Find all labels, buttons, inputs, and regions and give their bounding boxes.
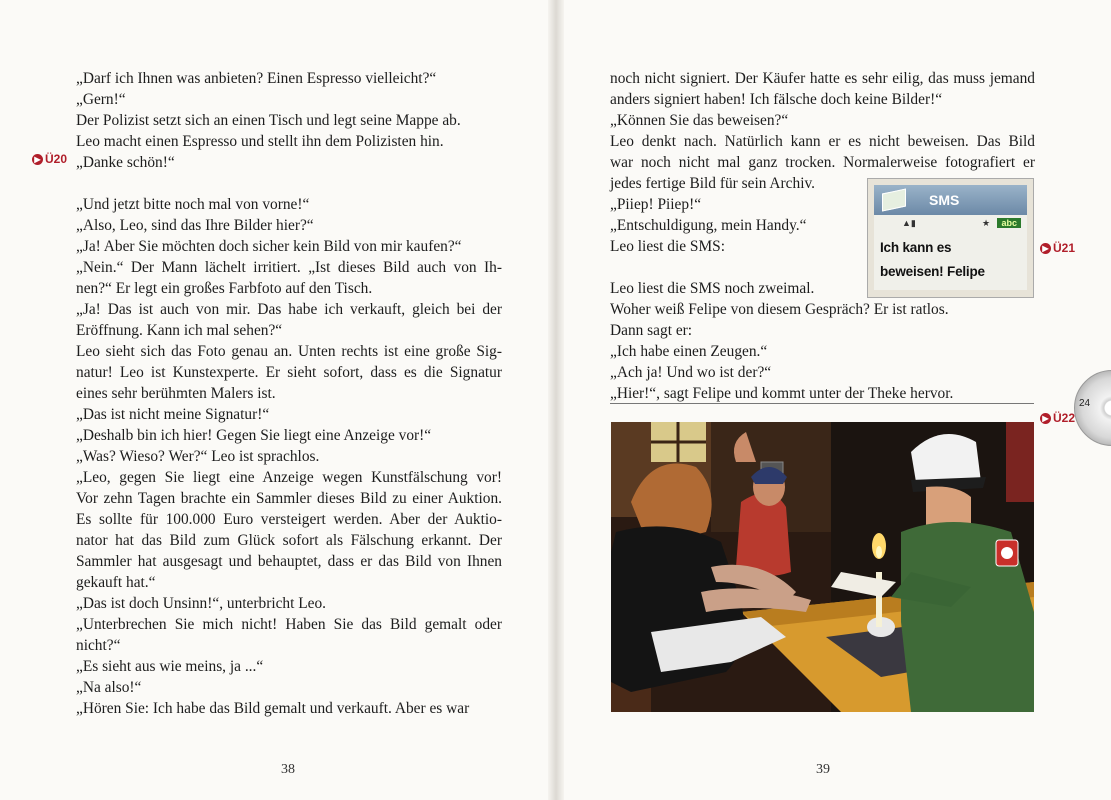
text-line: „Na also!“ (76, 679, 142, 696)
text-line: „Ich habe einen Zeugen.“ (610, 343, 768, 360)
text-line: „Und jetzt bitte noch mal von vorne!“ (76, 196, 310, 213)
sms-status-bar (874, 217, 1027, 231)
exercise-label: Ü22 (1053, 411, 1076, 425)
text-line: natur! Leo ist Kunstexperte. Er sieht sofort, dass es die Signatur (76, 364, 502, 381)
sms-message-line: beweisen! Felipe (880, 264, 985, 279)
text-line: nator hat das Bild zum Glück sofort als Fälschung erkannt. Der (76, 532, 502, 549)
text-line: „Nein.“ Der Mann lächelt irritiert. „Ist dieses Bild auch von Ih- (76, 259, 502, 276)
text-line: „Danke schön!“ (76, 154, 175, 171)
exercise-label: Ü21 (1053, 241, 1076, 255)
text-line: Leo liest die SMS: (610, 238, 726, 255)
text-line: „Das ist nicht meine Signatur!“ (76, 406, 270, 423)
phone-screen (874, 185, 1027, 290)
sms-header (874, 185, 1027, 215)
sms-message (880, 236, 1028, 284)
text-line: war noch nicht mal ganz trocken. Normalerweise fotografiert er (610, 154, 1035, 171)
text-line: Leo macht einen Espresso und stellt ihn dem Polizisten hin. (76, 133, 444, 150)
text-line: noch nicht signiert. Der Käufer hatte es sehr eilig, das muss jemand (610, 70, 1035, 87)
paragraph-gap (76, 173, 502, 194)
text-line: „Ja! Das ist auch von mir. Das habe ich verkauft, gleich bei der (76, 301, 502, 318)
text-line: Sammler hat ausgesagt und behauptet, dass er das Bild von Ihnen (76, 553, 502, 570)
signal-icon: ▲▮ (902, 218, 916, 228)
text-line: nicht?“ (76, 637, 121, 654)
envelope-icon (882, 188, 906, 211)
story-illustration (611, 422, 1034, 712)
text-line: Woher weiß Felipe von diesem Gespräch? Er ist ratlos. (610, 301, 949, 318)
book-gutter (548, 0, 564, 800)
text-line: Dann sagt er: (610, 322, 693, 339)
text-line: „Also, Leo, sind das Ihre Bilder hier?“ (76, 217, 314, 234)
text-line: „Können Sie das beweisen?“ (610, 112, 789, 129)
text-line: eines sehr berühmten Malers ist. (76, 385, 276, 402)
text-line: „Es sieht aus wie meins, ja ...“ (76, 658, 264, 675)
text-line: gekauft hat.“ (76, 574, 156, 591)
left-page-text (76, 68, 502, 719)
text-line: „Was? Wieso? Wer?“ Leo ist sprachlos. (76, 448, 320, 465)
exercise-reference-u21 (1040, 241, 1075, 255)
text-line: anders signiert haben! Ich fälsche doch keine Bilder!“ (610, 91, 943, 108)
sms-message-line: Ich kann es (880, 240, 952, 255)
text-line: nen?“ Er legt ein großes Farbfoto auf den Tisch. (76, 280, 373, 297)
text-line: „Deshalb bin ich hier! Gegen Sie liegt eine Anzeige vor!“ (76, 427, 432, 444)
exercise-reference-u22 (1040, 411, 1075, 425)
text-line: „Ja! Aber Sie möchten doch sicher kein Bild von mir kaufen?“ (76, 238, 462, 255)
text-line: „Unterbrechen Sie mich nicht! Haben Sie das Bild gemalt oder (76, 616, 502, 633)
text-line: „Gern!“ (76, 91, 126, 108)
arrow-icon: ▶ (1040, 243, 1051, 254)
text-line: Leo sieht sich das Foto genau an. Unten rechts ist eine große Sig- (76, 343, 502, 360)
text-line: „Piiep! Piiep!“ (610, 196, 702, 213)
text-line: „Hören Sie: Ich habe das Bild gemalt und verkauft. Aber es war (76, 700, 470, 717)
text-line: „Ach ja! Und wo ist der?“ (610, 364, 772, 381)
page-number-left: 38 (281, 762, 295, 777)
arrow-icon: ▶ (32, 154, 43, 165)
text-line: „Leo, gegen Sie liegt eine Anzeige wegen Kunstfälschung vor! (76, 469, 502, 486)
text-line: Es sollte für 100.000 Euro versteigert werden. Aber der Auktio- (76, 511, 502, 528)
exercise-reference-u20 (32, 152, 67, 166)
text-line: jedes fertige Bild für sein Archiv. (610, 175, 816, 192)
text-line: „Das ist doch Unsinn!“, unterbricht Leo. (76, 595, 327, 612)
text-line: Leo liest die SMS noch zweimal. (610, 280, 815, 297)
text-line: Leo denkt nach. Natürlich kann er es nicht beweisen. Das Bild (610, 133, 1035, 150)
text-line: Eröffnung. Kann ich mal sehen?“ (76, 322, 283, 339)
text-line: Der Polizist setzt sich an einen Tisch und legt seine Mappe ab. (76, 112, 461, 129)
cd-track-number: 24 (1079, 398, 1091, 409)
sms-header-label: SMS (929, 192, 960, 208)
page-number-right: 39 (816, 762, 830, 777)
bluetooth-icon: ★ (982, 218, 991, 228)
text-line: Vor zehn Tagen brachte ein Sammler dieses Bild zu einer Auktion. (76, 490, 502, 507)
arrow-icon: ▶ (1040, 413, 1051, 424)
text-line: „Darf ich Ihnen was anbieten? Einen Espresso vielleicht?“ (76, 70, 437, 87)
input-mode-badge: abc (997, 218, 1021, 228)
section-divider (610, 403, 1034, 404)
text-line: „Entschuldigung, mein Handy.“ (610, 217, 807, 234)
text-line: „Hier!“, sagt Felipe und kommt unter der Theke hervor. (610, 385, 954, 402)
exercise-label: Ü20 (45, 152, 68, 166)
phone-sms-display (867, 178, 1034, 298)
